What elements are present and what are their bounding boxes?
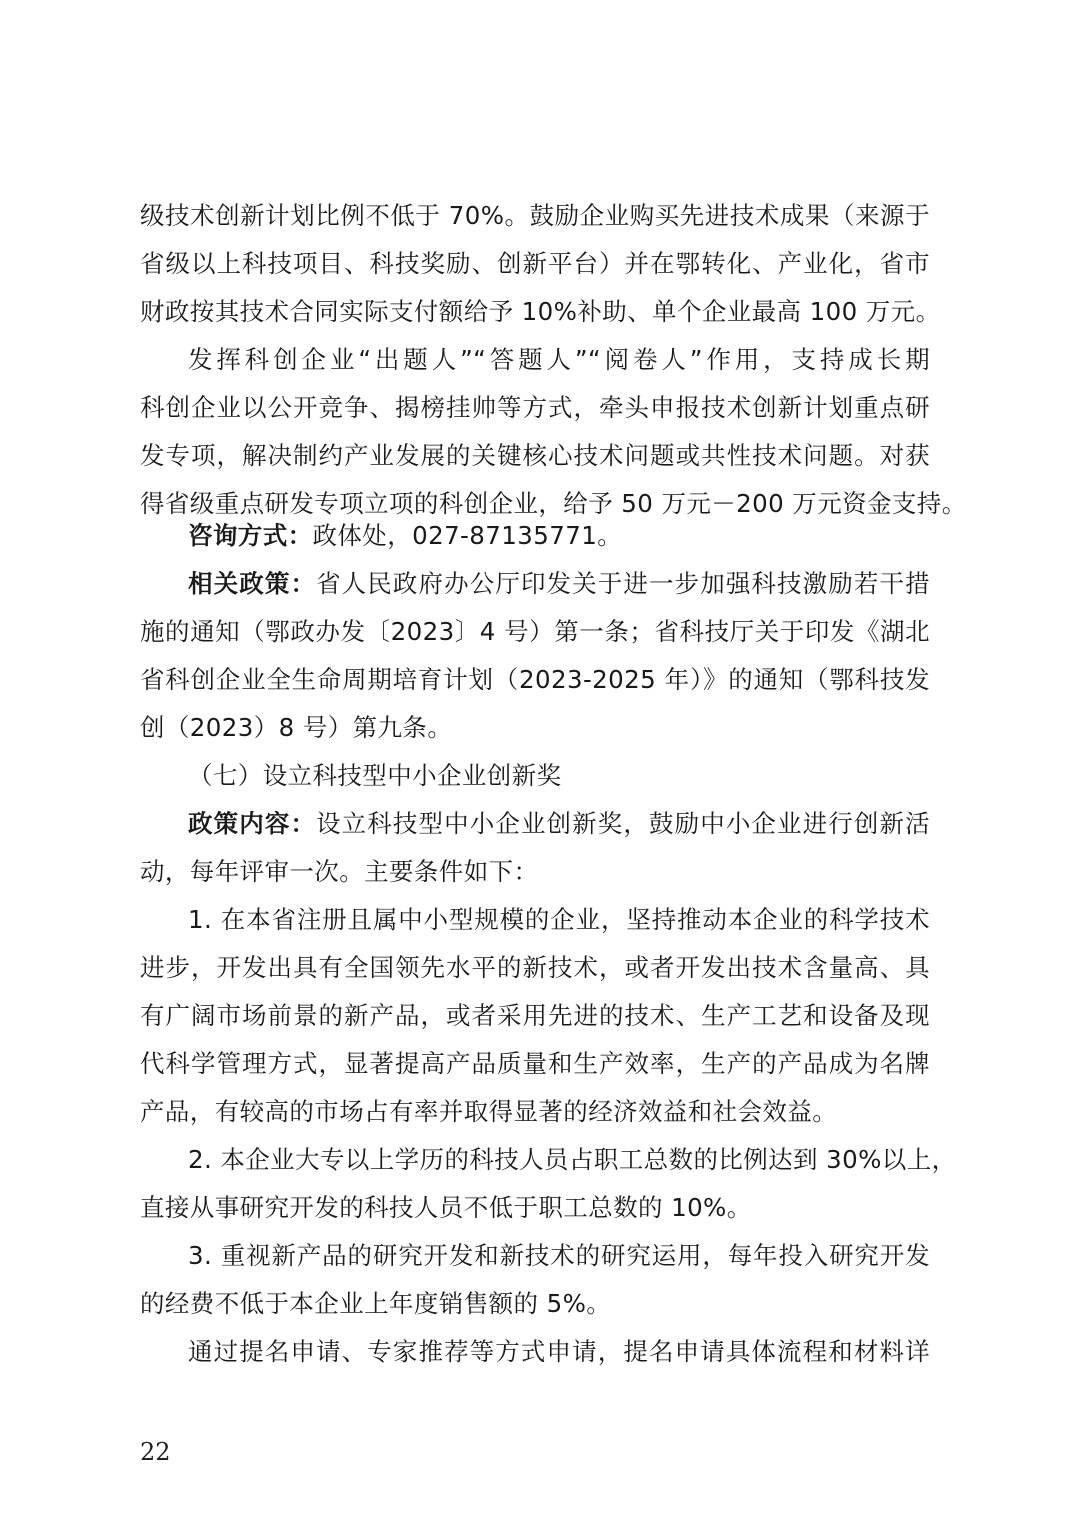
paragraph-line: 省级以上科技项目、科技奖励、创新平台）并在鄂转化、产业化，省市 [140,249,930,278]
paragraph-line: 产品，有较高的市场占有率并取得显著的经济效益和社会效益。 [140,1097,838,1126]
paragraph-line: 代科学管理方式，显著提高产品质量和生产效率，生产的产品成为名牌 [140,1049,930,1078]
list-item-3: 3. 重视新产品的研究开发和新技术的研究运用，每年投入研究开发 [188,1241,930,1270]
paragraph-line: 创（2023）8 号）第九条。 [140,713,453,742]
paragraph-line: 进步，开发出具有全国领先水平的新技术，或者开发出技术含量高、具 [140,953,930,982]
list-item-2: 2. 本企业大专以上学历的科技人员占职工总数的比例达到 30%以上， [188,1145,957,1174]
related-policy-label: 相关政策： [188,569,317,598]
paragraph-line: 财政按其技术合同实际支付额给予 10%补助、单个企业最高 100 万元。 [140,297,941,326]
contact-line [188,516,622,556]
paragraph-line: 通过提名申请、专家推荐等方式申请，提名申请具体流程和材料详 [188,1337,930,1366]
page-number: 22 [140,1438,171,1466]
paragraph-line: 施的通知（鄂政办发〔2023〕4 号）第一条；省科技厅关于印发《湖北 [140,617,930,646]
paragraph-line: 有广阔市场前景的新产品，或者采用先进的技术、生产工艺和设备及现 [140,1001,930,1030]
paragraph-line: 发专项，解决制约产业发展的关键核心技术问题或共性技术问题。对获 [140,441,930,470]
paragraph-line: 省科创企业全生命周期培育计划（2023-2025 年）》的通知（鄂科技发 [140,665,930,694]
section-heading: （七）设立科技型中小企业创新奖 [188,761,562,790]
contact-label: 咨询方式： [188,521,313,550]
paragraph-line: 级技术创新计划比例不低于 70%。鼓励企业购买先进技术成果（来源于 [140,201,930,230]
policy-content-line [188,804,930,844]
related-policy-line [188,564,930,604]
paragraph-line: 发挥科创企业“出题人”“答题人”“阅卷人”作用，支持成长期 [188,345,930,374]
paragraph-line: 科创企业以公开竞争、揭榜挂帅等方式，牵头申报技术创新计划重点研 [140,393,930,422]
related-policy-value: 省人民政府办公厅印发关于进一步加强科技激励若干措 [316,569,930,598]
policy-content-label: 政策内容： [188,809,317,838]
paragraph-line: 的经费不低于本企业上年度销售额的 5%。 [140,1289,612,1318]
list-item-1: 1. 在本省注册且属中小型规模的企业，坚持推动本企业的科学技术 [188,905,930,934]
policy-content-value: 设立科技型中小企业创新奖，鼓励中小企业进行创新活 [316,809,930,838]
contact-value: 政体处，027-87135771。 [312,521,623,550]
paragraph-line: 动，每年评审一次。主要条件如下： [140,857,539,886]
paragraph-line: 直接从事研究开发的科技人员不低于职工总数的 10%。 [140,1193,752,1222]
paragraph-line: 得省级重点研发专项立项的科创企业，给予 50 万元－200 万元资金支持。 [140,489,967,518]
